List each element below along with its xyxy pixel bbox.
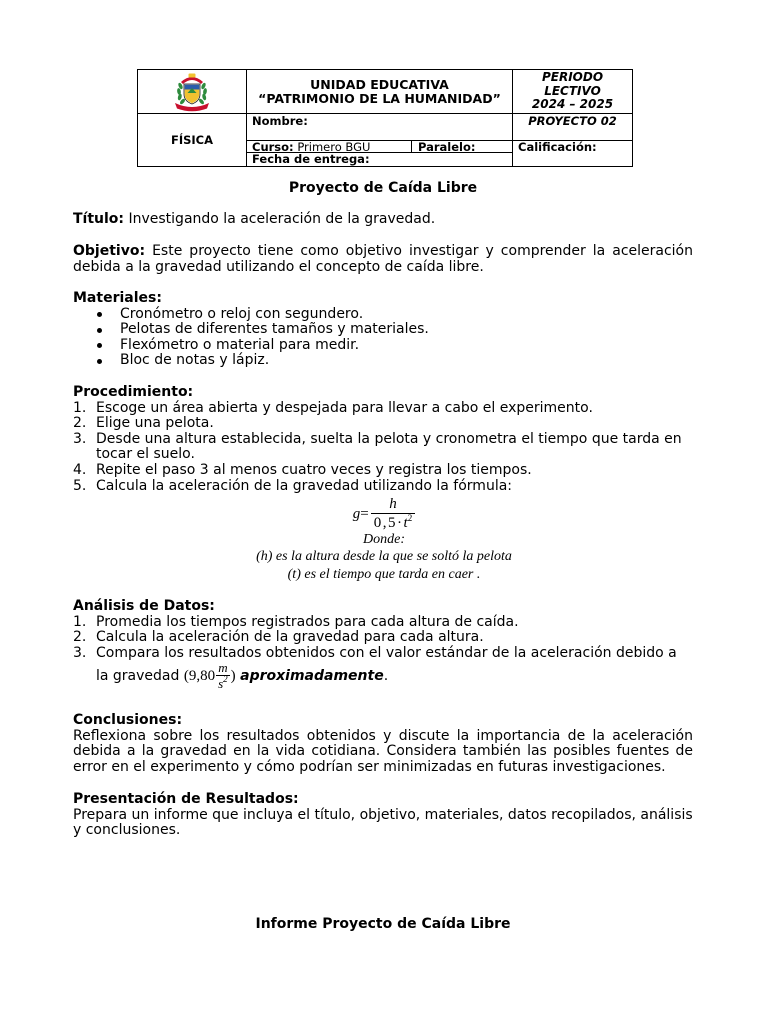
item-number: 3. [73,644,87,661]
project-number-cell [512,113,633,141]
school-name-line2: “PATRIMONIO DE LA HUMANIDAD” [258,90,501,106]
logo-cell [137,69,247,114]
project-number: PROYECTO 02 [528,114,617,128]
procedimiento-heading: Procedimiento: [73,384,194,400]
item-text: Calcula la aceleración de la gravedad para cada altura. [96,629,484,646]
grade-field [512,140,633,167]
item-text [96,646,693,692]
formula-lhs: g [352,505,361,522]
numbered-item [73,432,693,463]
analisis-section [73,599,693,691]
formula-definition [0,566,768,584]
formula-where-label: Donde: [363,532,405,547]
period-years: 2024 – 2025 [531,97,614,112]
parallel-label: Paralelo: [418,140,476,154]
objetivo-text: Este proyecto tiene como objetivo investigar y comprender la aceleración debida a la gravedad utilizando el concepto de caída libre. [73,243,693,275]
item-text: Desde una altura establecida, suelta la pelota y cronometra el tiempo que tarda en tocar el suelo. [96,430,682,463]
subject-cell [137,113,247,167]
list-item [73,307,693,323]
emphasis-text: aproximadamente [240,668,384,685]
item-number: 1. [73,399,87,416]
list-item-text: Bloc de notas y lápiz. [120,352,270,369]
bullet-icon [97,343,102,348]
definition-text: es la altura desde la que se soltó la pelota [275,549,512,564]
list-item-text: Cronómetro o reloj con segundero. [120,305,364,322]
numbered-item [73,479,693,495]
item-number: 2. [73,629,87,646]
bullet-icon [97,328,102,333]
course-label: Curso: [252,140,294,154]
titulo-label: Título: [73,211,125,227]
period-cell [512,69,633,114]
item-number: 4. [73,461,87,478]
gravity-value-line [96,660,389,692]
school-name-cell [246,69,513,114]
titulo-paragraph [73,212,693,228]
period-line2: LECTIVO [544,83,601,98]
objetivo-paragraph [73,244,693,275]
unit-denominator: s [218,676,224,692]
analisis-heading: Análisis de Datos: [73,598,215,614]
grade-label: Calificación: [518,140,597,154]
denominator-coefficient: 0,5· [373,515,404,531]
list-item [73,338,693,354]
sentence-end: . [383,668,389,685]
formula-numerator: h [389,496,397,512]
objetivo-label: Objetivo: [73,243,146,259]
numbered-item [73,630,693,646]
gravity-unit-fraction [216,661,230,691]
list-item [73,353,693,369]
item-number: 1. [73,613,87,630]
denominator-exponent: 2 [407,513,413,523]
titulo-text: Investigando la aceleración de la gravedad. [128,211,436,227]
formula-definition [0,548,768,566]
definition-text: es el tiempo que tarda en caer . [304,567,481,582]
subject-label: FÍSICA [170,133,214,147]
numbered-item [73,615,693,631]
item-text: Elige una pelota. [96,415,214,432]
procedimiento-section [73,385,693,494]
due-date-label: Fecha de entrega: [252,152,370,166]
unit-denominator-wrap [216,676,230,691]
presentacion-section [73,792,693,839]
due-date-field [246,152,513,167]
materiales-section [73,291,693,369]
name-label: Nombre: [252,114,308,128]
conclusiones-text: Reflexiona sobre los resultados obtenidos y discute la importancia de la aceleración debida a la gravedad en la vida cotidiana. Considera también las posibles fuentes de error en el experimento y cómo podrían ser minimizadas en futuras investigaciones. [73,727,693,775]
bullet-icon [97,312,102,317]
item-text: Promedia los tiempos registrados para cada altura de caída. [96,613,519,630]
school-name-line1: UNIDAD EDUCATIVA [310,76,449,92]
school-crest-icon [168,72,216,112]
list-item-text: Pelotas de diferentes tamaños y materiales. [120,321,429,338]
presentacion-text: Prepara un informe que incluya el título, objetivo, materiales, datos recopilados, análisis y conclusiones. [73,806,693,839]
numbered-item [73,463,693,479]
period-line1: PERIODO [541,70,604,85]
list-item-text: Flexómetro o material para medir. [120,336,360,353]
item-text: Repite el paso 3 al menos cuatro veces y registra los tiempos. [96,461,532,478]
item-text: Calcula la aceleración de la gravedad utilizando la fórmula: [96,477,513,494]
formula-denominator [371,514,415,532]
item-text-part1: Compara los resultados obtenidos con el valor estándar de la aceleración debido a [96,644,677,661]
item-number: 2. [73,415,87,432]
numbered-item [73,416,693,432]
list-item [73,322,693,338]
materiales-heading: Materiales: [73,290,162,306]
numbered-item [73,646,693,692]
numbered-item [73,401,693,417]
conclusiones-heading: Conclusiones: [73,712,183,728]
item-text-part2: la gravedad [96,668,180,685]
name-field [246,113,513,141]
formula-equals: = [360,505,369,522]
item-number: 3. [73,430,87,447]
gravity-formula [0,495,768,533]
denominator-variable: t [403,515,408,531]
item-text: Escoge un área abierta y despejada para llevar a cabo el experimento. [96,399,593,416]
unit-exponent: 2 [223,674,228,685]
bullet-icon [97,359,102,364]
item-number: 5. [73,477,87,494]
unit-numerator: m [218,660,228,676]
definition-symbol: (t) [287,567,301,582]
value-open-paren: ( [183,668,189,685]
report-title: Informe Proyecto de Caída Libre [255,916,511,932]
presentacion-heading: Presentación de Resultados: [73,791,299,807]
conclusiones-section [73,713,693,775]
formula-fraction [371,496,415,532]
gravity-value: 9,80 [188,668,216,685]
course-value: Primero BGU [297,140,371,154]
document-title: Proyecto de Caída Libre [288,180,478,196]
value-close-paren: ) [230,668,236,685]
definition-symbol: (h) [256,549,273,564]
